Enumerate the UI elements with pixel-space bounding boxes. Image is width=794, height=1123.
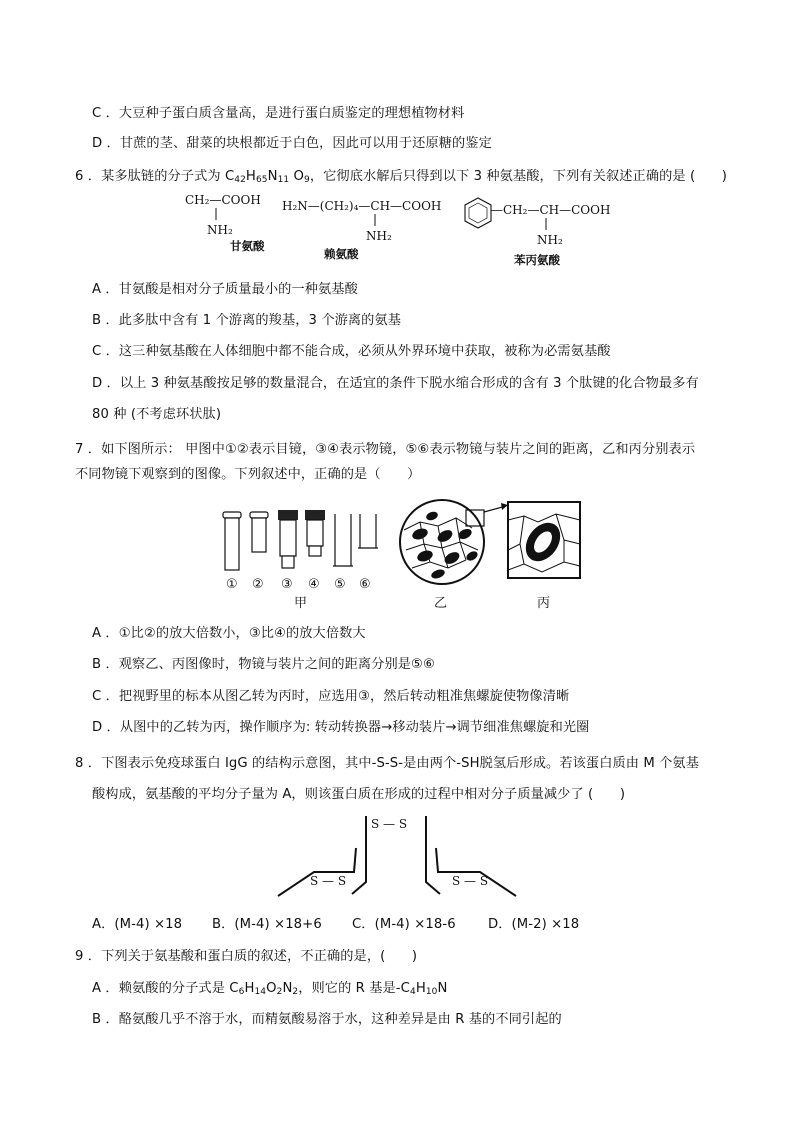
q6-formula-o-label: O: [289, 169, 305, 184]
q6-formula-n: 11: [277, 175, 290, 185]
q9-a-pre: A ．赖氨酸的分子式是 C: [92, 981, 239, 996]
q9-a-f2: 14: [254, 987, 267, 997]
label-jia: 甲: [294, 596, 308, 611]
label-2: ②: [252, 577, 264, 592]
label-bing: 丙: [537, 596, 551, 611]
q7-option-c: C ．把视野里的标本从图乙转为丙时，应选用③，然后转动粗准焦螺旋使物像清晰: [92, 689, 570, 704]
glycine-name: 甘氨酸: [230, 239, 265, 253]
q5-option-c: C ．大豆种子蛋白质含量高，是进行蛋白质鉴定的理想植物材料: [92, 106, 465, 121]
q6-stem-pre: 6 ．某多肽链的分子式为 C: [75, 169, 235, 184]
glycine-nh2: NH₂: [207, 223, 233, 237]
label-3: ③: [281, 577, 293, 592]
eyepiece-2-icon: [250, 512, 268, 552]
q6-stem: [75, 167, 727, 187]
phenylalanine-name: 苯丙氨酸: [514, 253, 560, 267]
q6-formula-n-label: N: [267, 169, 278, 184]
q7-stem-line2: 不同物镜下观察到的图像。下列叙述中，正确的是（ ）: [75, 467, 421, 482]
q9-a-f3: 2: [276, 987, 283, 997]
q9-a-f1: 6: [238, 987, 245, 997]
distance-5-icon: [333, 514, 353, 566]
q8-option-c: C．(M-4) ×18-6: [352, 917, 456, 932]
q9-a-n: N: [282, 981, 293, 996]
q6-stem-post: ，它彻底水解后只得到以下 3 种氨基酸，下列有关叙述正确的是 ( ): [309, 169, 728, 184]
q6-option-d-line1: D ．以上 3 种氨基酸按足够的数量混合，在适宜的条件下脱水缩合形成的含有 3 个肽键的化合物最多有: [92, 376, 699, 391]
q9-a-o: O: [266, 981, 277, 996]
label-1: ①: [226, 577, 238, 592]
lysine-formula: H₂N—(CH₂)₄—CH—COOH: [282, 199, 442, 213]
ss-bond-top: S — S: [371, 817, 408, 831]
q8-stem-line2: 酸构成，氨基酸的平均分子量为 A，则该蛋白质在形成的过程中相对分子质量减少了 ( ): [92, 787, 626, 802]
igg-structure-figure: [270, 812, 530, 902]
ss-bond-left: S — S: [310, 874, 347, 888]
q9-a-f4: 2: [292, 987, 299, 997]
q9-a-h2: H: [415, 981, 426, 996]
distance-6-icon: [358, 514, 378, 548]
lysine-nh2: NH₂: [366, 229, 392, 243]
q9-a-n2: N: [437, 981, 448, 996]
lysine-name: 赖氨酸: [324, 247, 359, 261]
label-6: ⑥: [359, 577, 371, 592]
q9-stem: 9 ．下列关于氨基酸和蛋白质的叙述，不正确的是，( ): [75, 949, 418, 964]
objective-4-icon: [305, 510, 325, 556]
q6-option-c: C ．这三种氨基酸在人体细胞中都不能合成，必须从外界环境中获取，被称为必需氨基酸: [92, 344, 611, 359]
q6-option-d-line2: 80 种 (不考虑环状肽): [92, 407, 222, 422]
q9-a-h: H: [244, 981, 255, 996]
phenylalanine-nh2: NH₂: [537, 233, 563, 247]
q6-formula-o: 9: [304, 175, 310, 185]
q6-formula-c: 42: [234, 175, 246, 185]
ss-bond-right: S — S: [452, 874, 489, 888]
q6-formula-h-label: H: [245, 169, 256, 184]
objective-3-icon: [278, 510, 298, 568]
q7-option-b: B ．观察乙、丙图像时，物镜与装片之间的距离分别是⑤⑥: [92, 657, 435, 672]
field-view-bing-icon: [508, 502, 580, 578]
microscope-figure: [220, 500, 590, 612]
q6-formula-h: 65: [255, 175, 268, 185]
q8-option-b: B．(M-4) ×18+6: [212, 917, 322, 932]
q9-option-a: [92, 979, 447, 999]
eyepiece-1-icon: [223, 512, 241, 570]
q8-options: [92, 915, 579, 935]
q9-a-mid: ，则它的 R 基是-C: [298, 981, 410, 996]
field-view-yi-icon: [400, 500, 484, 584]
q7-option-d: D ．从图中的乙转为丙，操作顺序为: 转动转换器→移动装片→调节细准焦螺旋和光圈: [92, 720, 590, 735]
q6-option-a: A ．甘氨酸是相对分子质量最小的一种氨基酸: [92, 282, 358, 297]
q5-option-d: D ．甘蔗的茎、甜菜的块根都近于白色，因此可以用于还原糖的鉴定: [92, 136, 492, 151]
q7-option-a: A ．①比②的放大倍数小，③比④的放大倍数大: [92, 626, 366, 641]
phenylalanine-formula: —CH₂—CH—COOH: [491, 203, 611, 217]
label-5: ⑤: [334, 577, 346, 592]
q6-option-b: B ．此多肽中含有 1 个游离的羧基，3 个游离的氨基: [92, 313, 402, 328]
q8-stem-line1: 8 ．下图表示免疫球蛋白 IgG 的结构示意图，其中-S-S-是由两个-SH脱氢后形成。若该蛋白质由 M 个氨基: [75, 756, 699, 771]
q9-a-f5: 4: [409, 987, 416, 997]
q8-option-a: A．(M-4) ×18: [92, 917, 183, 932]
label-yi: 乙: [434, 596, 448, 611]
label-4: ④: [308, 577, 320, 592]
q7-stem-line1: 7 ．如下图所示： 甲图中①②表示目镜，③④表示物镜，⑤⑥表示物镜与装片之间的距离，乙和丙分别表示: [75, 442, 696, 457]
q9-a-f6: 10: [425, 987, 438, 997]
amino-acid-figure: [180, 188, 620, 270]
q8-option-d: D．(M-2) ×18: [488, 917, 580, 932]
q9-option-b: B ．酪氨酸几乎不溶于水，而精氨酸易溶于水，这种差异是由 R 基的不同引起的: [92, 1012, 562, 1027]
glycine-formula: CH₂—COOH: [185, 193, 261, 207]
